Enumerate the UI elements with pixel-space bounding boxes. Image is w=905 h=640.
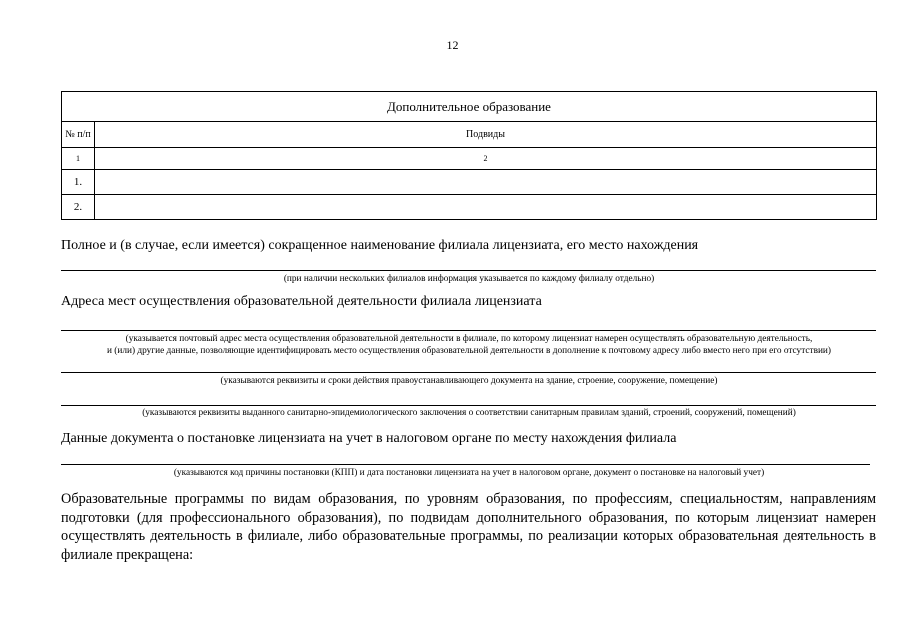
- branch-name-note: (при наличии нескольких филиалов информация указывается по каждому филиалу отдельно): [283, 274, 655, 284]
- additional-education-table: [61, 91, 877, 220]
- column-index-2: 2: [95, 148, 877, 170]
- addresses-note-line2: и (или) другие данные, позволяющие идентифицировать место осуществления образовательной деятельности в дополнение к почтовому адресу либо вместо него при его отсутствии): [106, 346, 832, 356]
- tax-registration-field-line[interactable]: [61, 464, 870, 465]
- row-subtype-field[interactable]: [95, 170, 877, 195]
- table-row: [62, 170, 877, 195]
- title-document-note: (указываются реквизиты и сроки действия правоустанавливающего документа на здание, строение, сооружение, помещение): [220, 376, 718, 386]
- addresses-note-line1: (указывается почтовый адрес места осуществления образовательной деятельности в филиале, по которому лицензиат намерен осуществлять образовательную деятельность,: [125, 334, 813, 344]
- addresses-field-line[interactable]: [61, 330, 876, 331]
- sanitary-conclusion-field-line[interactable]: [61, 405, 876, 406]
- sanitary-conclusion-note: (указываются реквизиты выданного санитарно-эпидемиологического заключения о соответствии санитарным правилам зданий, строений, сооружений, помещений): [142, 408, 796, 418]
- column-header-subtypes: Подвиды: [95, 122, 877, 148]
- addresses-heading: Адреса мест осуществления образовательной деятельности филиала лицензиата: [61, 294, 542, 309]
- table-title: Дополнительное образование: [62, 92, 877, 122]
- row-number: 1.: [62, 170, 95, 195]
- title-document-field-line[interactable]: [61, 372, 876, 373]
- tax-registration-heading: Данные документа о постановке лицензиата на учет в налоговом органе по месту нахождения филиала: [61, 431, 677, 446]
- educational-programs-paragraph: Образовательные программы по видам образования, по уровням образования, по профессиям, специальностям, направлениям подготовки (для профессионального образования), по подвидам дополнительного образования, по которым лицензиат намерен осуществлять деятельность в филиале, либо образовательные программы, по реализации которых образовательная деятельность в филиале прекращена:: [61, 491, 876, 563]
- tax-registration-note: (указываются код причины постановки (КПП) и дата постановки лицензиата на учет в налоговом органе, документ о постановке на налоговый учет): [173, 468, 765, 478]
- branch-name-heading: Полное и (в случае, если имеется) сокращенное наименование филиала лицензиата, его место нахождения: [61, 238, 699, 253]
- row-number: 2.: [62, 195, 95, 220]
- table-row: [62, 195, 877, 220]
- column-header-number: № п/п: [62, 122, 95, 148]
- page-number: 12: [446, 38, 459, 52]
- column-index-1: 1: [62, 148, 95, 170]
- row-subtype-field[interactable]: [95, 195, 877, 220]
- branch-name-field-line[interactable]: [61, 270, 876, 271]
